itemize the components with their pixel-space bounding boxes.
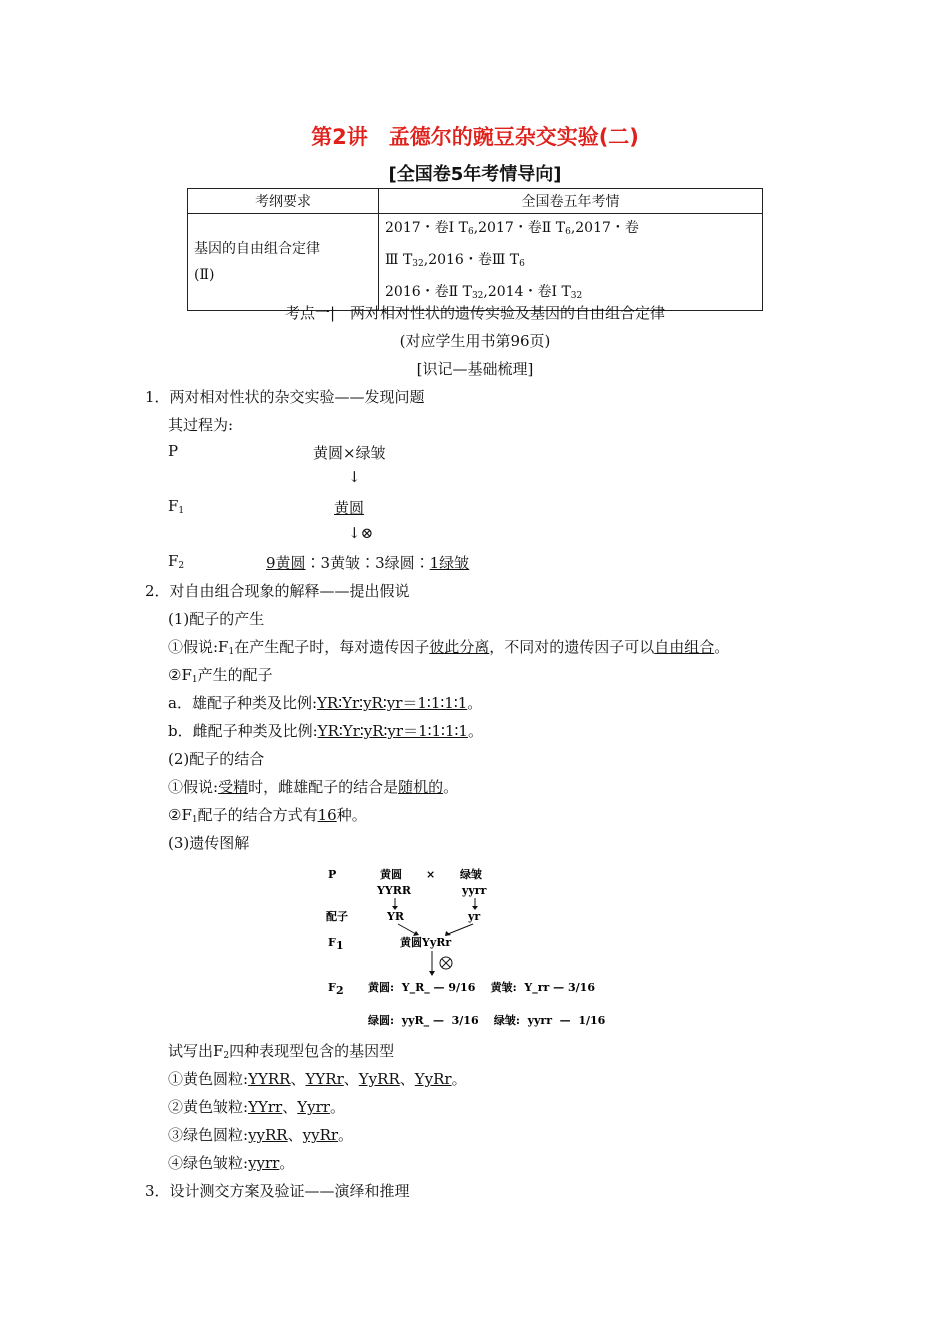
- f1-letter: F: [168, 497, 179, 515]
- table-cell-requirement: [188, 214, 379, 311]
- text: ②黄色皱粒:: [168, 1098, 249, 1116]
- underlined-answer: 16: [317, 806, 337, 824]
- underlined-answer: 受精: [218, 778, 249, 796]
- genotype: YYrr: [248, 1098, 283, 1116]
- cross-p-label: P: [168, 442, 179, 460]
- paragraph-2-2b: [168, 804, 367, 825]
- exam-text: ,2017・卷Ⅱ T: [473, 220, 566, 236]
- text: ②F: [168, 666, 192, 684]
- underlined-answer: 彼此分离: [429, 638, 490, 656]
- diagram-parent1: 黄圆: [380, 868, 402, 881]
- genotype-line-1: [168, 1068, 467, 1089]
- exam-sub: 32: [570, 291, 583, 301]
- text: 时，雌雄配子的结合是: [248, 778, 399, 796]
- page-title: 第2讲 孟德尔的豌豆杂交实验(二): [311, 125, 639, 149]
- exam-sub: 32: [412, 259, 424, 269]
- diagram-gamete-label: 配子: [326, 910, 348, 923]
- text: 。: [467, 722, 483, 740]
- sep: 、: [290, 1070, 306, 1088]
- diagram-gamete1: YR: [387, 910, 404, 923]
- text: 。: [279, 1154, 295, 1172]
- text: ③绿色圆粒:: [168, 1126, 249, 1144]
- section-reference: (对应学生用书第96页): [399, 332, 551, 350]
- paragraph-1-sub: 其过程为:: [168, 416, 234, 434]
- genotype: YyRR: [358, 1070, 400, 1088]
- exam-sub: 6: [565, 227, 571, 237]
- text: 试写出F: [168, 1042, 224, 1060]
- arrow-self-icon: ↓⊗: [348, 524, 374, 542]
- text: 。: [329, 1098, 345, 1116]
- f2-part: ∶3黄皱∶3绿圆∶: [305, 554, 430, 572]
- genotype: yyrr: [248, 1154, 280, 1172]
- cross-f1-label: [168, 497, 184, 516]
- diagram-arrow-line: [398, 924, 416, 934]
- f2-part: 9黄圆: [266, 554, 306, 572]
- genotype: YyRr: [414, 1070, 452, 1088]
- text: 。: [338, 1126, 354, 1144]
- genotype-line-2: [168, 1096, 345, 1117]
- text: ①黄色圆粒:: [168, 1070, 249, 1088]
- paragraph-2: 2．对自由组合现象的解释——提出假说: [145, 582, 410, 600]
- page-subtitle: [全国卷5年考情导向]: [388, 164, 562, 185]
- f2-letter: F: [168, 552, 179, 570]
- sep: 、: [287, 1126, 303, 1144]
- text: ②F: [168, 806, 192, 824]
- text: 在产生配子时，每对遗传因子: [234, 638, 430, 656]
- paragraph-3: [168, 1040, 394, 1061]
- section-heading: 考点一| 两对相对性状的遗传实验及基因的自由组合定律: [284, 304, 666, 322]
- text: ①假说:: [168, 778, 219, 796]
- exam-text: 2016・卷Ⅱ T: [385, 284, 472, 300]
- diagram-f2-row2: 绿圆: yyR_ — 3/16 绿皱: yyrr — 1/16: [368, 1014, 606, 1027]
- diagram-cross: ×: [426, 868, 436, 881]
- paragraph-2-2: (2)配子的结合: [168, 750, 265, 768]
- paragraph-2-1a: [168, 636, 729, 657]
- text: 产生的配子: [197, 666, 273, 684]
- genotype: Yyrr: [297, 1098, 330, 1116]
- text: ，不同对的遗传因子可以: [489, 638, 655, 656]
- diagram-f2-sub: 2: [336, 984, 344, 997]
- genotype: yyRR: [248, 1126, 288, 1144]
- diagram-geno2: yyrr: [462, 884, 487, 897]
- sep: 、: [343, 1070, 359, 1088]
- sub: 1: [191, 675, 198, 685]
- text: 。: [443, 778, 459, 796]
- paragraph-1: 1．两对相对性状的杂交实验——发现问题: [145, 388, 425, 406]
- paragraph-2-1b: [168, 664, 273, 685]
- paragraph-2-1: (1)配子的产生: [168, 610, 265, 628]
- diagram-f1-sub: 1: [336, 939, 344, 952]
- diagram-f2-row1: 黄圆: Y_R_ — 9/16 黄皱: Y_rr — 3/16: [368, 981, 595, 994]
- cross-f2-ratio: [266, 552, 469, 573]
- underlined-answer: 随机的: [398, 778, 444, 796]
- f1-sub: 1: [178, 506, 185, 516]
- paragraph-2-1d: [168, 720, 483, 741]
- requirement-line1: 基因的自由组合定律: [194, 241, 320, 257]
- diagram-f1-text: 黄圆YyRr: [400, 936, 452, 949]
- paragraph-4: 3．设计测交方案及验证——演绎和推理: [145, 1182, 410, 1200]
- diagram-arrowhead: [429, 971, 435, 976]
- underlined-answer: YR∶Yr∶yR∶yr＝1∶1∶1∶1: [317, 694, 468, 712]
- text: 。: [467, 694, 483, 712]
- sub: 1: [191, 815, 198, 825]
- table-header-exam: 全国卷五年考情: [379, 189, 763, 214]
- genotype-line-4: [168, 1152, 294, 1173]
- exam-sub: 6: [467, 227, 474, 237]
- table-header-requirement: 考纲要求: [188, 189, 379, 214]
- exam-sub: 6: [519, 259, 525, 269]
- diagram-f2-label: F: [328, 981, 336, 994]
- text: 。: [451, 1070, 467, 1088]
- cross-f2-label: [168, 552, 184, 571]
- diagram-arrow-line: [448, 924, 473, 934]
- sep: 、: [399, 1070, 415, 1088]
- text: 四种表现型包含的基因型: [229, 1042, 395, 1060]
- text: 。: [714, 638, 730, 656]
- diagram-f1-label: F: [328, 936, 336, 949]
- paragraph-2-2a: [168, 776, 458, 797]
- genetic-diagram: [320, 858, 660, 1038]
- genotype: YYRr: [305, 1070, 344, 1088]
- cross-f1-text: 黄圆: [334, 499, 365, 517]
- paragraph-2-1c: [168, 692, 482, 713]
- text: b．雌配子种类及比例:: [168, 722, 318, 740]
- text: 配子的结合方式有: [197, 806, 318, 824]
- requirement-line2: (Ⅱ): [194, 267, 215, 283]
- exam-text: 2017・卷Ⅰ T: [385, 220, 468, 236]
- exam-sub: 32: [471, 291, 484, 301]
- diagram-gamete2: yr: [468, 910, 481, 923]
- exam-text: ,2014・卷Ⅰ T: [483, 284, 571, 300]
- sep: 、: [282, 1098, 298, 1116]
- sub: 2: [223, 1051, 230, 1061]
- cross-p-text: 黄圆×绿皱: [313, 444, 386, 462]
- text: ④绿色皱粒:: [168, 1154, 249, 1172]
- paragraph-2-3: (3)遗传图解: [168, 834, 250, 852]
- underlined-answer: 自由组合: [654, 638, 715, 656]
- exam-requirements-table: [187, 188, 763, 311]
- exam-text: ,2016・卷Ⅲ T: [423, 252, 520, 268]
- exam-text: ,2017・卷: [570, 220, 639, 236]
- genotype: YYRR: [248, 1070, 291, 1088]
- text: a．雄配子种类及比例:: [168, 694, 317, 712]
- diagram-p-label: P: [328, 868, 337, 881]
- genotype-line-3: [168, 1124, 353, 1145]
- section-tag: [识记—基础梳理]: [416, 360, 534, 378]
- text: ①假说:F: [168, 638, 229, 656]
- diagram-parent2: 绿皱: [460, 868, 482, 881]
- text: 种。: [336, 806, 367, 824]
- f2-part: 1绿皱: [429, 554, 470, 572]
- sub: 1: [228, 647, 235, 657]
- arrow-down-icon: ↓: [348, 468, 361, 486]
- genotype: yyRr: [302, 1126, 339, 1144]
- table-cell-exam: [379, 214, 763, 311]
- f2-sub: 2: [178, 561, 185, 571]
- exam-text: Ⅲ T: [385, 252, 413, 268]
- underlined-answer: YR∶Yr∶yR∶yr＝1∶1∶1∶1: [317, 722, 468, 740]
- diagram-geno1: YYRR: [377, 884, 411, 897]
